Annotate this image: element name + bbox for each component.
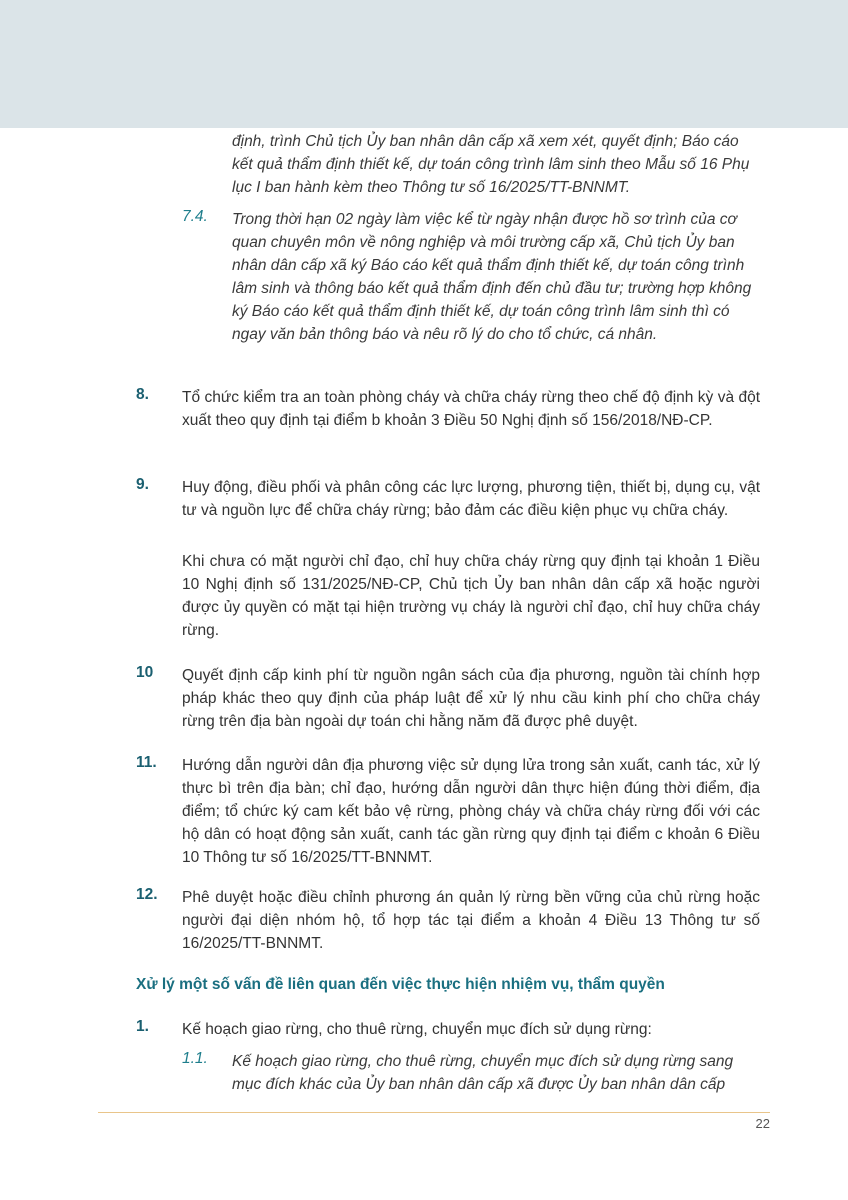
item-11-text: Hướng dẫn người dân địa phương việc sử dụng lửa trong sản xuất, canh tác, xử lý thực bì trên địa bàn; chỉ đạo, hướng dẫn người dân thực hiện đúng thời điểm, địa điểm; tổ chức ký cam kết bảo vệ rừng, phòng cháy và chữa cháy rừng đối với các hộ dân có hoạt động sản xuất, canh tác gần rừng quy định tại điểm c khoản 6 Điều 10 Thông tư số 16/2025/TT-BNNMT. (182, 757, 760, 866)
section-heading: Xử lý một số vấn đề liên quan đến việc thực hiện nhiệm vụ, thẩm quyền (136, 976, 665, 993)
item-7-3-continuation: định, trình Chủ tịch Ủy ban nhân dân cấp xã xem xét, quyết định; Báo cáo kết quả thẩm định thiết kế, dự toán công trình lâm sinh theo Mẫu số 16 Phụ lục I ban hành kèm theo Thông tư số 16/2025/TT-BNNMT. (232, 133, 750, 196)
header-band (0, 0, 848, 128)
item-10-number: 10 (136, 664, 154, 681)
item-9-text: Huy động, điều phối và phân công các lực lượng, phương tiện, thiết bị, dụng cụ, vật tư và nguồn lực để chữa cháy rừng; bảo đảm các điều kiện phục vụ chữa cháy. (182, 479, 760, 519)
item-7-4-number: 7.4. (182, 208, 208, 225)
section-item-1-text: Kế hoạch giao rừng, cho thuê rừng, chuyển mục đích sử dụng rừng: (182, 1021, 652, 1038)
item-9-number: 9. (136, 476, 149, 493)
item-11-number: 11. (136, 754, 157, 771)
item-7-4-text: Trong thời hạn 02 ngày làm việc kể từ ngày nhận được hồ sơ trình của cơ quan chuyên môn về nông nghiệp và môi trường cấp xã, Chủ tịch Ủy ban nhân dân cấp xã ký Báo cáo kết quả thẩm định thiết kế, dự toán công trình lâm sinh và thông báo kết quả thẩm định đến chủ đầu tư; trường hợp không ký Báo cáo kết quả thẩm định thiết kế, dự toán công trình lâm sinh thì có ngay văn bản thông báo và nêu rõ lý do cho tổ chức, cá nhân. (232, 211, 752, 343)
item-12-number: 12. (136, 886, 158, 903)
item-12-text: Phê duyệt hoặc điều chỉnh phương án quản lý rừng bền vững của chủ rừng hoặc người đại diện nhóm hộ, tổ hợp tác tại điểm a khoản 4 Điều 13 Thông tư số 16/2025/TT-BNNMT. (182, 889, 760, 952)
item-10-text: Quyết định cấp kinh phí từ nguồn ngân sách của địa phương, nguồn tài chính hợp pháp khác theo quy định của pháp luật để xử lý nhu cầu kinh phí cho chữa cháy rừng trên địa bàn ngoài dự toán chi hằng năm đã được phê duyệt. (182, 667, 760, 730)
section-item-1-1-number: 1.1. (182, 1050, 208, 1067)
footer-divider (98, 1112, 770, 1113)
item-8-text: Tổ chức kiểm tra an toàn phòng cháy và chữa cháy rừng theo chế độ định kỳ và đột xuất theo quy định tại điểm b khoản 3 Điều 50 Nghị định số 156/2018/NĐ-CP. (182, 389, 760, 429)
item-8-number: 8. (136, 386, 149, 403)
section-item-1-number: 1. (136, 1018, 149, 1035)
section-item-1-1-text: Kế hoạch giao rừng, cho thuê rừng, chuyển mục đích sử dụng rừng sang mục đích khác của Ủy ban nhân dân cấp xã được Ủy ban nhân dân cấp (232, 1053, 734, 1093)
item-9-text-2: Khi chưa có mặt người chỉ đạo, chỉ huy chữa cháy rừng quy định tại khoản 1 Điều 10 Nghị định số 131/2025/NĐ-CP, Chủ tịch Ủy ban nhân dân cấp xã hoặc người được ủy quyền có mặt tại hiện trường vụ cháy là người chỉ đạo, chỉ huy chữa cháy rừng. (182, 553, 760, 639)
page-number: 22 (755, 1116, 770, 1131)
